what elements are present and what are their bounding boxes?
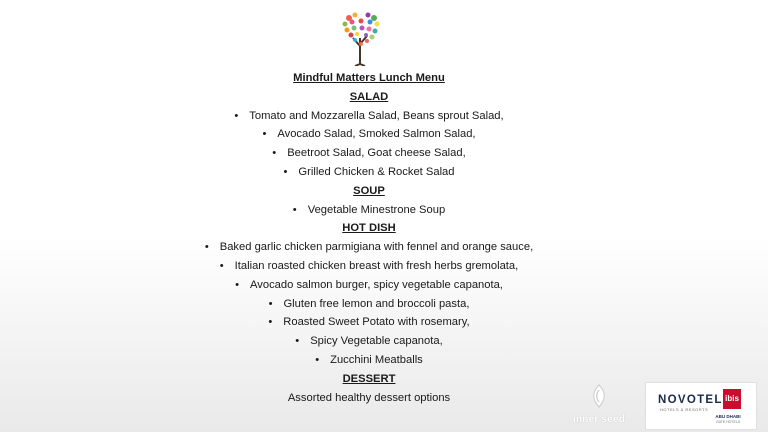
menu-item: • Roasted Sweet Potato with rosemary, xyxy=(0,313,738,332)
menu-title: Mindful Matters Lunch Menu xyxy=(293,72,445,84)
hot-dish-heading: HOT DISH xyxy=(342,222,396,235)
seed-icon xyxy=(588,384,610,408)
dessert-heading: DESSERT xyxy=(342,372,396,385)
ibis-wordmark: ibis xyxy=(723,389,741,409)
heart-tree-icon xyxy=(335,8,387,66)
menu-item: • Spicy Vegetable capanota, xyxy=(0,332,738,351)
novotel-wordmark: NOVOTEL xyxy=(658,394,723,406)
bullet-icon: • xyxy=(268,297,273,310)
menu-item: • Zucchini Meatballs xyxy=(0,351,738,370)
inner-seed-text: inner seed xyxy=(572,414,626,425)
inner-seed-logo xyxy=(566,384,632,428)
menu-item: • Italian roasted chicken breast with fresh herbs gremolata, xyxy=(0,257,738,276)
bullet-icon: • xyxy=(262,128,267,141)
bullet-icon: • xyxy=(268,316,273,329)
bullet-icon: • xyxy=(272,147,277,160)
menu-item: • Tomato and Mozzarella Salad, Beans sprout Salad, xyxy=(0,107,738,126)
salad-heading: SALAD xyxy=(349,90,389,103)
menu-item: • Beetroot Salad, Goat cheese Salad, xyxy=(0,144,738,163)
location-label: ABU DHABI xyxy=(715,414,741,419)
soup-heading: SOUP xyxy=(353,184,385,197)
bullet-icon: • xyxy=(292,203,297,216)
lunch-menu xyxy=(0,69,738,407)
menu-item: • Vegetable Minestrone Soup xyxy=(0,201,738,220)
bullet-icon: • xyxy=(283,165,288,178)
novotel-ibis-logo xyxy=(645,382,757,430)
menu-item: • Baked garlic chicken parmigiana with fennel and orange sauce, xyxy=(0,238,738,257)
bullet-icon: • xyxy=(204,241,209,254)
bullet-icon: • xyxy=(315,353,320,366)
bullet-icon: • xyxy=(234,109,239,122)
menu-item: • Avocado Salad, Smoked Salmon Salad, xyxy=(0,125,738,144)
menu-item: • Avocado salmon burger, spicy vegetable capanota, xyxy=(0,276,738,295)
novotel-subtitle: HOTELS & RESORTS xyxy=(660,407,709,412)
dessert-text: Assorted healthy dessert options xyxy=(287,391,451,404)
bullet-icon: • xyxy=(295,335,300,348)
location-sublabel: GATE HOTELS xyxy=(715,420,741,424)
menu-item: • Grilled Chicken & Rocket Salad xyxy=(0,163,738,182)
menu-item: • Gluten free lemon and broccoli pasta, xyxy=(0,295,738,314)
bullet-icon: • xyxy=(235,278,239,291)
bullet-icon: • xyxy=(219,259,224,272)
